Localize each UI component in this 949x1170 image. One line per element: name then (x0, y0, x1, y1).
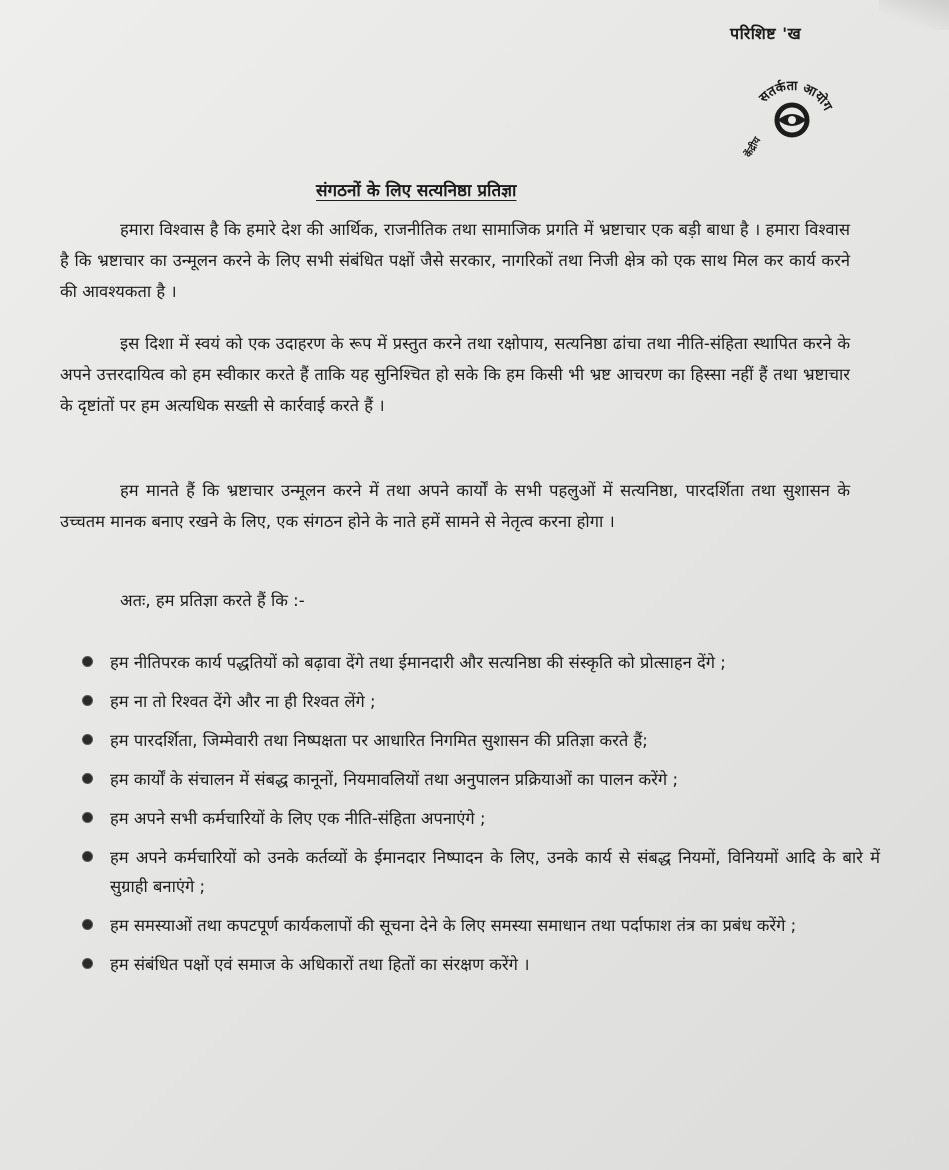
pledge-item (80, 687, 880, 716)
bullet-icon (82, 656, 93, 667)
paragraph-responsibility: इस दिशा में स्वयं को एक उदाहरण के रूप में प्रस्तुत करने तथा रक्षोपाय, सत्यनिष्ठा ढांचा तथा नीति-संहिता स्थापित करने के अपने उत्तरदायित्व को हम स्वीकार करते हैं ताकि यह सुनिश्चित हो सके कि हम किसी भी भ्रष्ट आचरण का हिस्सा नहीं हैं तथा भ्रष्टाचार के दृष्टांतों पर हम अत्यधिक सख्ती से कार्रवाई करते हैं । (60, 334, 850, 415)
pledge-item (80, 843, 880, 901)
bullet-icon (82, 812, 93, 823)
pledge-item (80, 911, 880, 940)
pledge-text: हम अपने कर्मचारियों को उनके कर्तव्यों के ईमानदार निष्पादन के लिए, उनके कार्य से संबद्ध नियमों, विनियमों आदि के बारे में सुग्राही बनाएंगे ; (110, 848, 880, 896)
paragraph-belief: हमारा विश्वास है कि हमारे देश की आर्थिक, राजनीतिक तथा सामाजिक प्रगति में भ्रष्टाचार एक बड़ी बाधा है । हमारा विश्वास है कि भ्रष्टाचार का उन्मूलन करने के लिए सभी संबंधित पक्षों जैसे सरकार, नागरिकों तथा निजी क्षेत्र को एक साथ मिल कर कार्य करने की आवश्यकता है । (60, 220, 850, 301)
bullet-icon (82, 695, 93, 706)
pledge-text: हम अपने सभी कर्मचारियों के लिए एक नीति-संहिता अपनाएंगे ; (110, 809, 486, 828)
pledge-text: हम संबंधित पक्षों एवं समाज के अधिकारों तथा हितों का संरक्षण करेंगे । (110, 955, 530, 974)
pledge-lead-in: अतः, हम प्रतिज्ञा करते हैं कि :- (120, 591, 305, 610)
bullet-icon (82, 734, 93, 745)
pledge-text: हम ना तो रिश्वत देंगे और ना ही रिश्वत लेंगे ; (110, 692, 376, 711)
page-corner-shadow (879, 0, 949, 30)
cvc-logo-icon (742, 70, 842, 170)
pledge-text: हम पारदर्शिता, जिम्मेवारी तथा निष्पक्षता पर आधारित निगमित सुशासन की प्रतिज्ञा करते हैं; (110, 731, 648, 750)
pledge-text: हम नीतिपरक कार्य पद्धतियों को बढ़ावा देंगे तथा ईमानदारी और सत्यनिष्ठा की संस्कृति को प्रोत्साहन देंगे ; (110, 653, 726, 672)
pledge-item (80, 726, 880, 755)
page-title: संगठनों के लिए सत्यनिष्ठा प्रतिज्ञा (316, 181, 517, 201)
pledge-list (80, 648, 880, 989)
pledge-text: हम कार्यों के संचालन में संबद्ध कानूनों, नियमावलियों तथा अनुपालन प्रक्रियाओं का पालन करेंगे ; (110, 770, 679, 789)
pledge-item (80, 950, 880, 979)
pledge-item (80, 804, 880, 833)
annex-label: परिशिष्ट 'ख (730, 24, 802, 43)
logo-side-text: केंद्रीय (743, 135, 764, 160)
bullet-icon (82, 851, 93, 862)
bullet-icon (82, 919, 93, 930)
logo-text: सतर्कता आयोग (756, 78, 835, 114)
svg-text:सतर्कता आयोग (756, 78, 835, 114)
pledge-item (80, 648, 880, 677)
bullet-icon (82, 773, 93, 784)
bullet-icon (82, 958, 93, 969)
paragraph-leadership: हम मानते हैं कि भ्रष्टाचार उन्मूलन करने में तथा अपने कार्यों के सभी पहलुओं में सत्यनिष्ठा, पारदर्शिता तथा सुशासन के उच्चतम मानक बनाए रखने के लिए, एक संगठन होने के नाते हमें सामने से नेतृत्व करना होगा । (60, 481, 850, 531)
pledge-text: हम समस्याओं तथा कपटपूर्ण कार्यकलापों की सूचना देने के लिए समस्या समाधान तथा पर्दाफाश तंत्र का प्रबंध करेंगे ; (110, 916, 797, 935)
pledge-item (80, 765, 880, 794)
